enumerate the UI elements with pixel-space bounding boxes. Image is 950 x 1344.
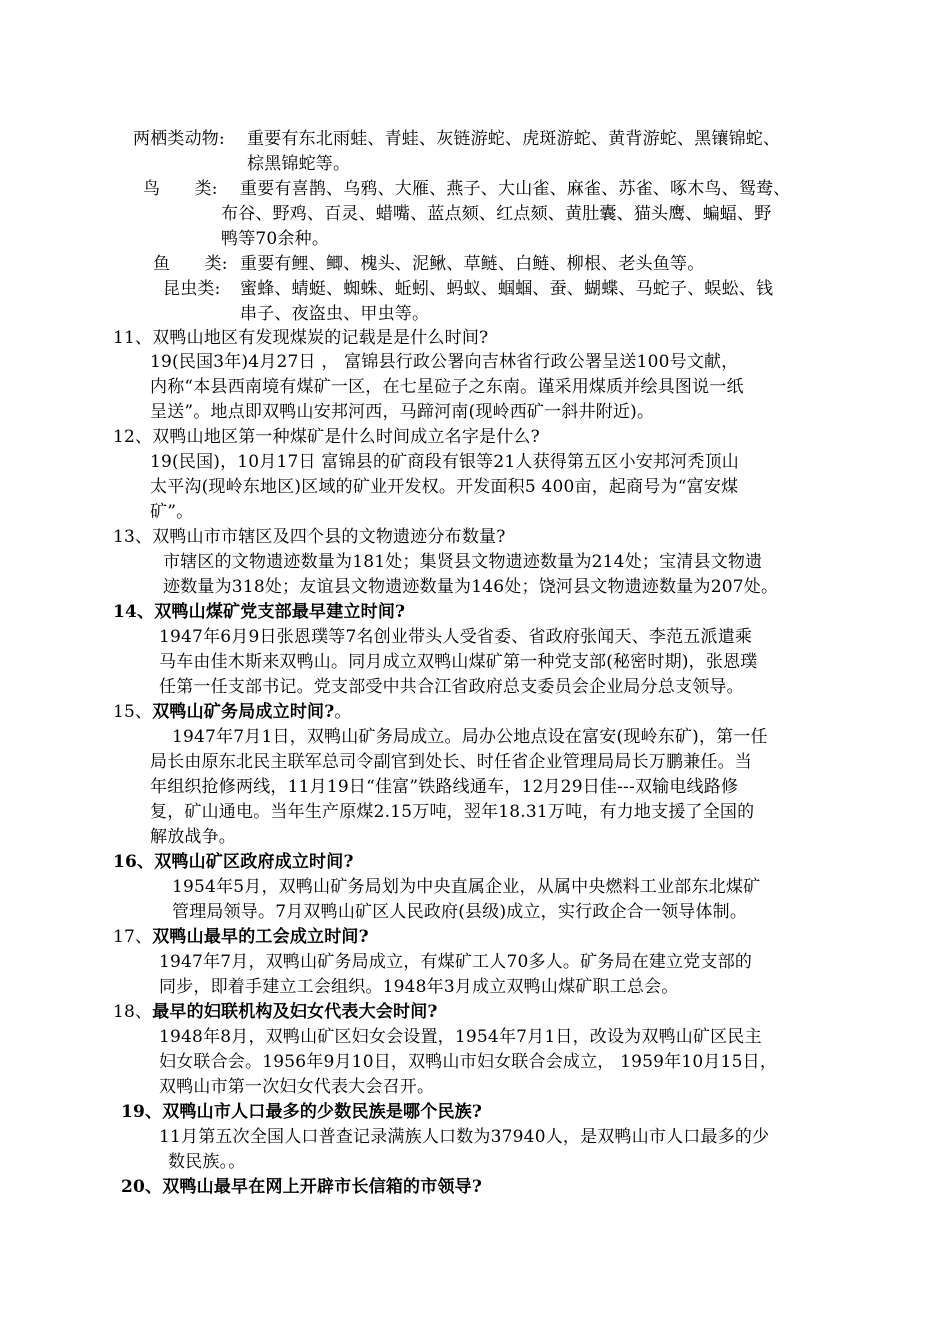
question-12: 12、双鸭山地区第一种煤矿是什么时间成立名字是什么? xyxy=(113,427,540,447)
question-17 xyxy=(113,926,369,948)
question-17-number: 17、 xyxy=(113,927,153,947)
answer-17-line2: 同步，即着手建立工会组织。1948年3月成立双鸭山煤矿职工总会。 xyxy=(159,977,679,997)
answer-18-line1: 1948年8月，双鸭山矿区妇女会设置，1954年7月1日，改设为双鸭山矿区民主 xyxy=(159,1027,762,1047)
answer-13-line2: 迹数量为318处；友谊县文物遗迹数量为146处；饶河县文物遗迹数量为207处。 xyxy=(163,577,779,597)
answer-14-line2: 马车由佳木斯来双鸭山。同月成立双鸭山煤矿第一种党支部(秘密时期)，张恩璞 xyxy=(159,652,758,672)
answer-16-line2: 管理局领导。7月双鸭山矿区人民政府(县级)成立，实行政企合一领导体制。 xyxy=(172,902,748,922)
amphibians-text-line1: 重要有东北雨蛙、青蛙、灰链游蛇、虎斑游蛇、黄背游蛇、黑镶锦蛇、 xyxy=(247,129,781,149)
answer-12-line2: 太平沟(现岭东地区)区域的矿业开发权。开发面积5 400亩，起商号为“富安煤 xyxy=(150,477,739,497)
insects-label: 昆虫类: xyxy=(163,279,221,299)
birds-text-line1: 重要有喜鹊、乌鸦、大雁、燕子、大山雀、麻雀、苏雀、啄木鸟、鸳鸯、 xyxy=(240,179,791,199)
question-15 xyxy=(113,701,352,723)
question-19: 19、双鸭山市人口最多的少数民族是哪个民族? xyxy=(121,1102,483,1122)
answer-14-line3: 任第一任支部书记。党支部受中共合江省政府总支委员会企业局分总支领导。 xyxy=(159,677,744,697)
answer-11-line2: 内称“本县西南境有煤矿一区，在七星砬子之东南。谨采用煤质并绘具图说一纸 xyxy=(150,377,744,397)
fish-label: 鱼 类: xyxy=(153,254,228,274)
answer-11-line1: 19(民国3年)4月27日 ， 富锦县行政公署向吉林省行政公署呈送100号文献， xyxy=(150,352,739,372)
answer-16-line1: 1954年5月，双鸭山矿务局划为中央直属企业，从属中央燃料工业部东北煤矿 xyxy=(172,877,761,897)
answer-17-line1: 1947年7月，双鸭山矿务局成立，有煤矿工人70多人。矿务局在建立党支部的 xyxy=(159,952,753,972)
insects-text-line2: 串子、夜盗虫、甲虫等。 xyxy=(240,304,430,324)
answer-18-line3: 双鸭山市第一次妇女代表大会召开。 xyxy=(159,1077,435,1097)
answer-15-line1: 1947年7月1日，双鸭山矿务局成立。局办公地点设在富安(现岭东矿)，第一任 xyxy=(172,727,768,747)
question-20: 20、双鸭山最早在网上开辟市长信箱的市领导? xyxy=(121,1177,483,1197)
insects-text-line1: 蜜蜂、蜻蜓、蜘蛛、蚯蚓、蚂蚁、蝈蝈、蚕、蝴蝶、马蛇子、蜈蚣、钱 xyxy=(240,279,774,299)
answer-19-line1: 11月第五次全国人口普查记录满族人口数为37940人，是双鸭山市人口最多的少 xyxy=(159,1127,770,1147)
question-15-text: 双鸭山矿务局成立时间? xyxy=(152,702,335,722)
answer-15-line3: 年组织抢修两线，11月19日“佳富”铁路线通车，12月29日佳---双输电线路修 xyxy=(150,777,739,797)
answer-15-line2: 局长由原东北民主联军总司令副官到处长、时任省企业管理局局长万鹏兼任。当 xyxy=(150,752,752,772)
amphibians-text-line2: 棕黑锦蛇等。 xyxy=(247,154,351,174)
question-16: 16、双鸭山矿区政府成立时间? xyxy=(113,852,354,872)
answer-11-line3: 呈送”。地点即双鸭山安邦河西，马蹄河南(现岭西矿一斜井附近)。 xyxy=(150,402,655,422)
question-15-number: 15、 xyxy=(113,702,153,722)
question-15-tail: 。 xyxy=(334,702,352,722)
question-18-number: 18、 xyxy=(113,1002,153,1022)
answer-15-line4: 复，矿山通电。当年生产原煤2.15万吨，翌年18.31万吨，有力地支援了全国的 xyxy=(150,802,755,822)
question-11: 11、双鸭山地区有发现煤炭的记载是是什么时间? xyxy=(113,328,489,348)
answer-15-line5: 解放战争。 xyxy=(150,827,236,847)
question-13: 13、双鸭山市市辖区及四个县的文物遗迹分布数量? xyxy=(113,527,506,547)
answer-12-line1: 19(民国)，10月17日 富锦县的矿商段有银等21人获得第五区小安邦河秃顶山 xyxy=(150,452,739,472)
fish-text-line1: 重要有鲤、鲫、槐头、泥鳅、草鲢、白鲢、柳根、老头鱼等。 xyxy=(240,254,705,274)
answer-12-line3: 矿”。 xyxy=(150,502,194,522)
birds-text-line2: 布谷、野鸡、百灵、蜡嘴、蓝点颏、红点颏、黄肚囊、猫头鹰、蝙蝠、野 xyxy=(221,204,772,224)
answer-18-line2: 妇女联合会。1956年9月10日，双鸭山市妇女联合会成立， 1959年10月15日， xyxy=(159,1052,778,1072)
answer-14-line1: 1947年6月9日张恩璞等7名创业带头人受省委、省政府张闻天、李范五派遣乘 xyxy=(159,627,753,647)
answer-13-line1: 市辖区的文物遗迹数量为181处；集贤县文物遗迹数量为214处；宝清县文物遗 xyxy=(163,552,763,572)
answer-19-line2: 数民族。。 xyxy=(168,1152,246,1172)
birds-label: 鸟 类: xyxy=(143,179,218,199)
birds-text-line3: 鸭等70余种。 xyxy=(221,229,330,249)
question-18 xyxy=(113,1001,438,1023)
amphibians-label: 两栖类动物: xyxy=(133,129,225,149)
question-14: 14、双鸭山煤矿党支部最早建立时间? xyxy=(113,602,406,622)
question-17-text: 双鸭山最早的工会成立时间? xyxy=(152,927,369,947)
question-18-text: 最早的妇联机构及妇女代表大会时间? xyxy=(152,1002,438,1022)
